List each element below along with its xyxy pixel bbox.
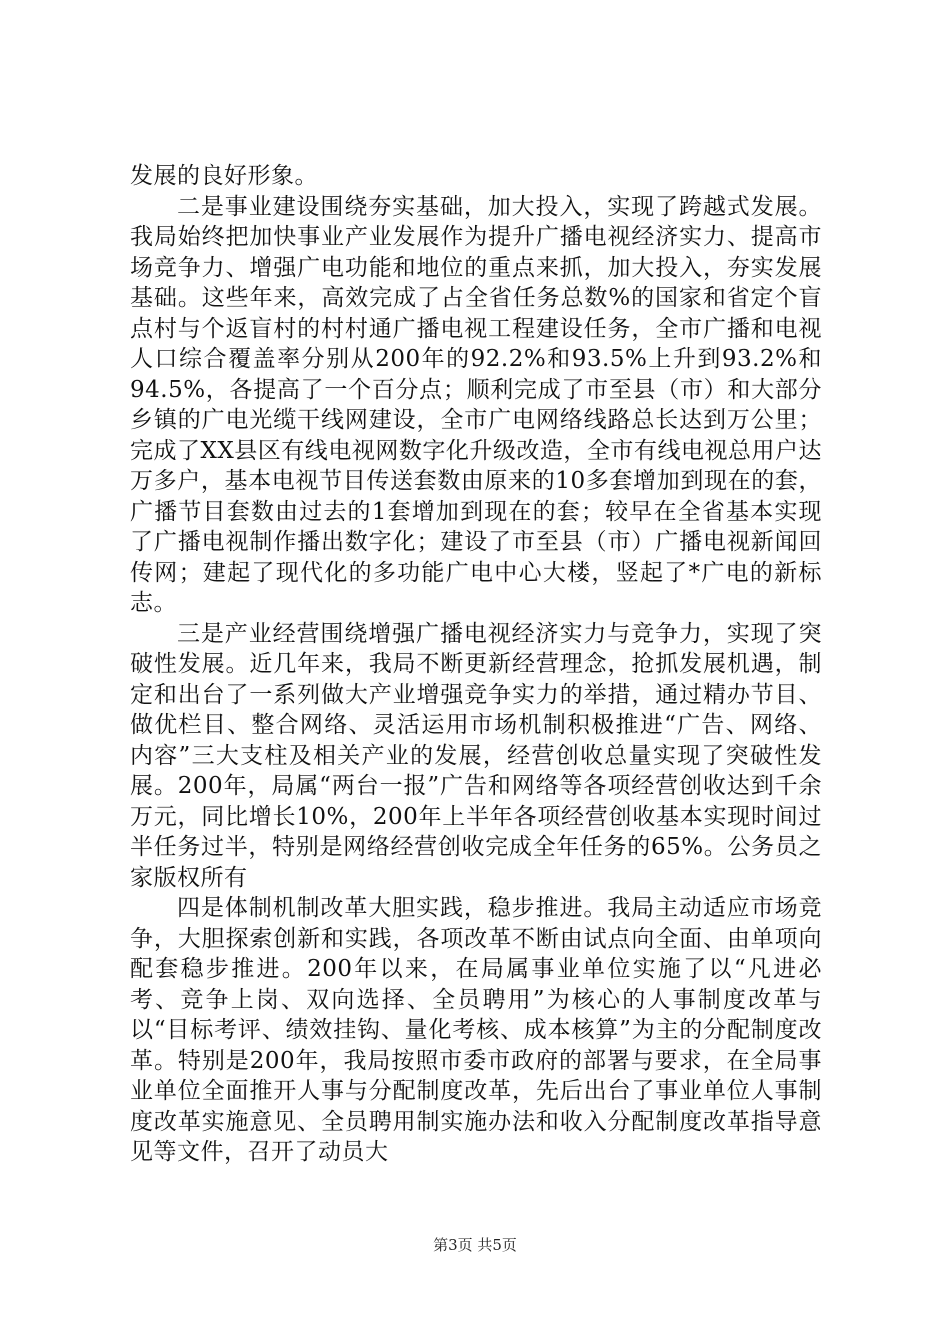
paragraph-continuation: 发展的良好形象。	[130, 163, 318, 189]
page-footer: 第3页 共5页	[433, 1236, 517, 1254]
document-body	[130, 161, 822, 1168]
paragraph-undertaking-construction: 二是事业建设围绕夯实基础，加大投入，实现了跨越式发展。我局始终把加快事业产业发展作为提升广播电视经济实力、提高市场竞争力、增强广电功能和地位的重点来抓，加大投入，夯实发展基础。这些年来，高效完成了占全省任务总数%的国家和省定个盲点村与个返盲村的村村通广播电视工程建设任务，全市广播和电视人口综合覆盖率分别从200年的92.2%和93.5%上升到93.2%和94.5%，各提高了一个百分点；顺利完成了市至县（市）和大部分乡镇的广电光缆干线网建设，全市广电网络线路总长达到万公里；完成了XX县区有线电视网数字化升级改造，全市有线电视总用户达万多户，基本电视节目传送套数由原来的10多套增加到现在的套，广播节目套数由过去的1套增加到现在的套；较早在全省基本实现了广播电视制作播出数字化；建设了市至县（市）广播电视新闻回传网；建起了现代化的多功能广电中心大楼，竖起了*广电的新标志。	[130, 193, 822, 616]
paragraph-industry-operation: 三是产业经营围绕增强广播电视经济实力与竞争力，实现了突破性发展。近几年来，我局不断更新经营理念，抢抓发展机遇，制定和出台了一系列做大产业增强竞争实力的举措，通过精办节目、做优栏目、整合网络、灵活运用市场机制积极推进“广告、网络、内容”三大支柱及相关产业的发展，经营创收总量实现了突破性发展。200年，局属“两台一报”广告和网络等各项经营创收达到千余万元，同比增长10%，200年上半年各项经营创收基本实现时间过半任务过半，特别是网络经营创收完成全年任务的65%。公务员之家版权所有	[130, 620, 822, 891]
paragraph-system-reform: 四是体制机制改革大胆实践，稳步推进。我局主动适应市场竞争，大胆探索创新和实践，各项改革不断由试点向全面、由单项向配套稳步推进。200年以来，在局属事业单位实施了以“凡进必考、竞争上岗、双向选择、全员聘用”为核心的人事制度改革与以“目标考评、绩效挂钩、量化考核、成本核算”为主的分配制度改革。特别是200年，我局按照市委市政府的部署与要求，在全局事业单位全面推开人事与分配制度改革，先后出台了事业单位人事制度改革实施意见、全员聘用制实施办法和收入分配制度改革指导意见等文件，召开了动员大	[130, 895, 822, 1165]
